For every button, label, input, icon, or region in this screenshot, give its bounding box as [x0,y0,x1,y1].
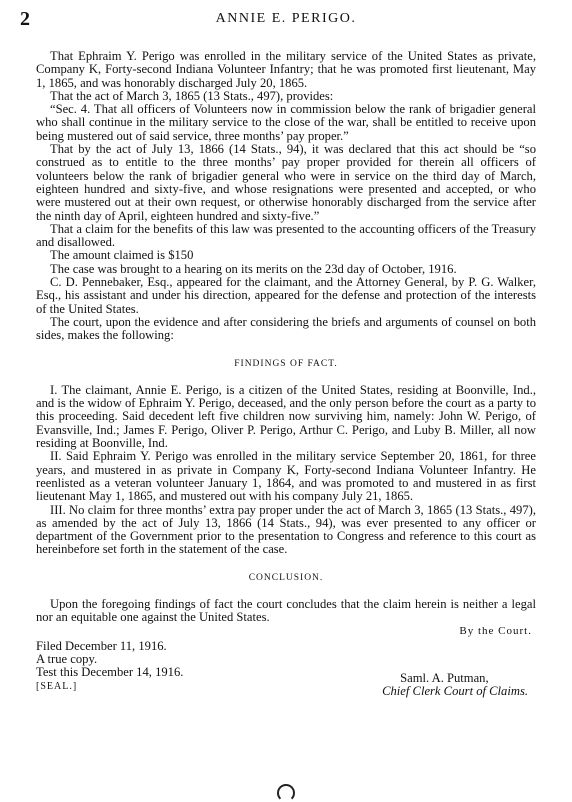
filed-date: Filed December 11, 1916. [36,638,167,653]
statement-paragraph: The case was brought to a hearing on its merits on the 23d day of October, 1916. [50,261,457,276]
seal-mark: [SEAL.] [36,680,78,692]
statement-paragraph: That a claim for the benefits of this law was presented to the accounting officers of the Treasury and disallowed. [36,221,536,250]
clerk-name: Saml. A. Putman, [400,670,489,685]
clerk-signature [382,672,528,699]
findings-heading: FINDINGS OF FACT. [234,358,338,369]
statement-paragraph: C. D. Pennebaker, Esq., appeared for the claimant, and the Attorney General, by P. G. Walker, Esq., his assistant and under his direction, appeared for the defense and protection of the interests of the United States. [36,275,536,316]
finding-paragraph: I. The claimant, Annie E. Perigo, is a citizen of the United States, residing at Boonville, Ind., and is the widow of Ephraim Y. Perigo, deceased, and the only person before the court as a party to this proceeding. Said decedent left five children now surviving him, namely: John W. Perigo, of Evansville, Ind.; James F. Perigo, Oliver P. Perigo, Arthur C. Perigo, and Luby B. Miller, all now residing at Boonville, Ind. [36,382,536,451]
conclusion-paragraph: Upon the foregoing findings of fact the court concludes that the claim herein is neither a legal nor an equitable one against the United States. [36,596,536,625]
statement-paragraph: That Ephraim Y. Perigo was enrolled in the military service of the United States as private, Company K, Forty-second Indiana Volunteer Infantry; that he was promoted first lieutenant, May 1, 1865, and was honorably discharged July 20, 1865. [36,49,536,90]
page-header [20,8,552,30]
test-date: Test this December 14, 1916. [36,665,184,680]
running-title: ANNIE E. PERIGO. [215,11,357,26]
document-body [36,50,536,706]
folio-mark-icon [277,784,295,802]
page-number: 2 [20,8,30,30]
filing-block [36,640,536,706]
statement-paragraph: That the act of March 3, 1865 (13 Stats., 497), provides: [50,88,334,103]
statement-paragraph: That by the act of July 13, 1866 (14 Stats., 94), it was declared that this act should be “so construed as to entitle to the three months’ pay proper provided for therein all officers of volunteers below the rank of brigadier general who were in service on the third day of March, eighteen hundred and sixty-five, and whose resignations were presented and accepted, or who were mustered out at their own request, or otherwise honorably discharged from the service after the ninth day of April, eighteen hundred and sixty-five.” [36,142,536,223]
amount-claimed: The amount claimed is $150 [50,248,194,263]
conclusion-heading: CONCLUSION. [248,572,324,583]
true-copy: A true copy. [36,652,98,667]
finding-paragraph: III. No claim for three months’ extra pay proper under the act of March 3, 1865 (13 Stats., 497), as amended by the act of July 13, 1866 (14 Stats., 94), was ever presented to any officer or department of the Government prior to the presentation to Congress and reference to this court as hereinbefore set forth in the statement of the case. [36,502,536,557]
statute-quote: “Sec. 4. That all officers of Volunteers now in commission below the rank of brigadier general who shall continue in the military service to the close of the war, shall be entitled to receive upon being mustered out of said service, three months’ pay proper.” [36,102,536,143]
clerk-title: Chief Clerk Court of Claims. [382,684,528,699]
court-signoff: By the Court. [459,624,532,637]
finding-paragraph: II. Said Ephraim Y. Perigo was enrolled in the military service September 20, 1861, for three years, and mustered in as private in Company K, Forty-second Indiana Volunteer Infantry. He reenlisted as a veteran volunteer January 1, 1864, and was promoted to and mustered in as first lieutenant May 1, 1865, and mustered out with his company July 21, 1865. [36,449,536,504]
statement-paragraph: The court, upon the evidence and after considering the briefs and arguments of counsel on both sides, makes the following: [36,314,536,343]
